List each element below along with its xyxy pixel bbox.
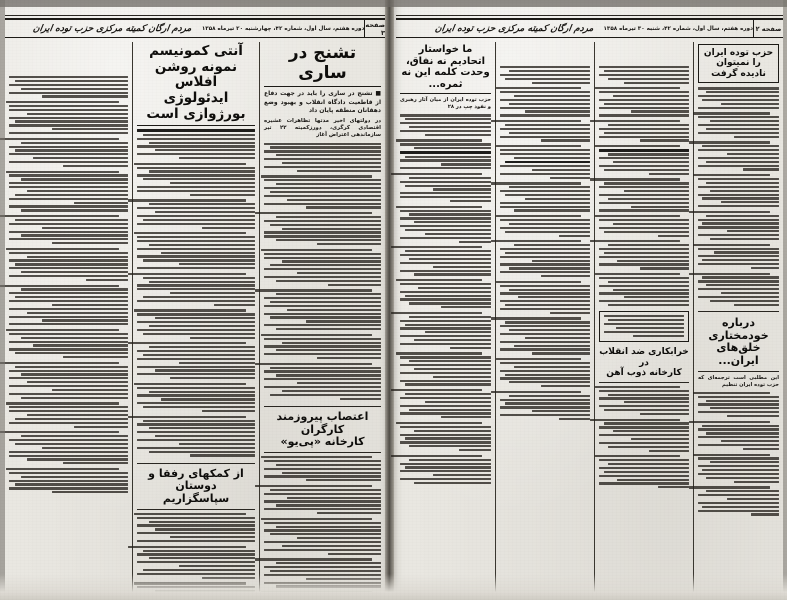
body-paragraph bbox=[264, 249, 381, 286]
scan-left-edge bbox=[0, 0, 5, 600]
body-paragraph bbox=[500, 391, 590, 420]
body-paragraph bbox=[400, 422, 491, 451]
body-paragraph bbox=[9, 431, 128, 464]
lead-autonomy: این مطلبی است ترجمه‌ای که حزب توده ایران تنظیم bbox=[698, 374, 779, 388]
headline-anticommunism-line2: ایدئولوژی بورژوازی است bbox=[146, 89, 246, 122]
body-paragraph bbox=[400, 389, 491, 418]
page-number-left: صفحه ۳ bbox=[365, 20, 385, 37]
divider bbox=[400, 93, 491, 94]
boxed-note-right bbox=[599, 311, 689, 342]
headline-box-tudeh bbox=[698, 44, 779, 83]
divider bbox=[599, 382, 689, 383]
body-paragraph bbox=[500, 66, 590, 84]
body-paragraph bbox=[599, 120, 689, 142]
body-paragraph bbox=[137, 513, 255, 542]
headline-unity: ما خواستار اتحادیم نه نفاق، وحدت کلمه این نه ثمره... bbox=[401, 44, 490, 90]
body-paragraph bbox=[400, 246, 491, 275]
issue-line-left: دوره هفتم، سال اول، شماره ۴۲، چهارشنبه ۲۰ تیرماه ۱۳۵۸ bbox=[201, 25, 365, 32]
body-paragraph bbox=[400, 173, 491, 202]
column-left-B bbox=[132, 42, 259, 598]
body-paragraph bbox=[500, 240, 590, 277]
body-paragraph bbox=[500, 215, 590, 237]
headline-thanks-line2: سپاسگزاریم bbox=[162, 492, 230, 506]
masthead-right bbox=[396, 18, 783, 38]
body-paragraph bbox=[264, 485, 381, 514]
boxed-note-text bbox=[683, 338, 684, 339]
headline-sabotage-line2: کارخانه ذوب آهن bbox=[606, 368, 682, 379]
column-right-B bbox=[594, 42, 693, 598]
issue-line-right: دوره هفتم، سال اول، شماره ۴۲، شنبه ۳۰ تیرماه ۱۳۵۸ bbox=[603, 25, 753, 32]
masthead-left bbox=[5, 18, 385, 38]
body-paragraph bbox=[137, 273, 255, 306]
divider bbox=[698, 371, 779, 372]
lead-unity: حزب توده ایران از میان آثار رهبری و نفوذ چپ در ۲۸ bbox=[400, 97, 491, 111]
body-paragraph bbox=[400, 352, 491, 385]
body-paragraph bbox=[264, 518, 381, 555]
page-number-right: صفحه ۲ bbox=[753, 20, 783, 37]
body-paragraph bbox=[9, 171, 128, 212]
newspaper-page-left bbox=[5, 0, 385, 600]
body-paragraph bbox=[599, 215, 689, 237]
body-paragraph bbox=[400, 139, 491, 169]
lead-tashannoj: ■ تشنج در ساری را باید در جهت دفاع از قاطعیت دادگاه انقلاب و بهبود وضع دهقانان منطقه پایان داد bbox=[264, 90, 381, 114]
body-paragraph bbox=[9, 285, 128, 326]
body-paragraph bbox=[9, 76, 128, 98]
body-paragraph bbox=[599, 87, 689, 116]
lead-tashannoj-2: در دولتهای اخیر مدتها تظاهرات عشیره اقتصادی کرگری، دورزکمیته ۲۲ تیر سازماندهی اعتراض آغاز bbox=[264, 117, 381, 139]
body-paragraph bbox=[599, 240, 689, 269]
body-paragraph bbox=[264, 175, 381, 208]
body-paragraph bbox=[9, 402, 128, 427]
body-paragraph bbox=[264, 143, 381, 172]
body-paragraph bbox=[9, 362, 128, 399]
headline-tudeh-line2: را نمیتوان نادیده گرفت bbox=[711, 58, 766, 79]
body-paragraph bbox=[500, 182, 590, 211]
body-paragraph bbox=[698, 141, 779, 170]
body-paragraph bbox=[9, 468, 128, 493]
body-paragraph bbox=[137, 383, 255, 412]
newspaper-page-right bbox=[396, 0, 783, 600]
body-paragraph bbox=[599, 178, 689, 211]
body-paragraph bbox=[9, 248, 128, 281]
body-paragraph bbox=[599, 419, 689, 452]
divider bbox=[137, 463, 255, 464]
body-paragraph bbox=[137, 129, 255, 159]
body-paragraph bbox=[264, 363, 381, 400]
body-paragraph bbox=[137, 163, 255, 196]
body-paragraph bbox=[137, 416, 255, 457]
body-paragraph bbox=[137, 232, 255, 269]
body-paragraph bbox=[599, 273, 689, 306]
body-paragraph bbox=[400, 279, 491, 308]
headline-sabotage-line1: خرابکاری ضد انقلاب در bbox=[599, 347, 689, 368]
headline-autonomy-line1: درباره خودمختاری bbox=[708, 315, 769, 342]
divider bbox=[137, 125, 255, 126]
body-paragraph bbox=[264, 289, 381, 330]
body-paragraph bbox=[500, 281, 590, 314]
body-paragraph bbox=[400, 312, 491, 349]
column-right-D bbox=[396, 42, 495, 598]
body-paragraph bbox=[698, 87, 779, 109]
headline-tashannoj: تشنج در ساری bbox=[288, 43, 357, 83]
body-paragraph bbox=[137, 199, 255, 228]
column-right-C bbox=[495, 42, 594, 598]
body-paragraph bbox=[599, 145, 689, 175]
body-paragraph bbox=[264, 212, 381, 245]
body-paragraph bbox=[137, 309, 255, 338]
body-paragraph bbox=[698, 421, 779, 450]
headline-anticommunism-line1: آنتی کمونیسم نمونه روشن افلاس bbox=[149, 43, 243, 91]
masthead-logo-right: مردم ارگان کمیته مرکزی حزب توده ایران bbox=[434, 23, 595, 34]
body-paragraph bbox=[264, 334, 381, 359]
headline-tudeh-line1: حزب توده ایران bbox=[703, 48, 774, 58]
body-paragraph bbox=[599, 455, 689, 488]
body-paragraph bbox=[698, 392, 779, 417]
headline-thanks-line1: از کمکهای رفقا و دوستان bbox=[148, 466, 244, 493]
body-paragraph bbox=[9, 215, 128, 244]
body-paragraph bbox=[698, 273, 779, 306]
body-paragraph bbox=[500, 358, 590, 387]
divider bbox=[264, 452, 381, 453]
body-paragraph bbox=[698, 454, 779, 483]
body-paragraph bbox=[9, 329, 128, 358]
scan-bottom-edge bbox=[0, 574, 787, 600]
column-left-C bbox=[5, 42, 132, 598]
body-paragraph bbox=[698, 174, 779, 207]
body-paragraph bbox=[698, 486, 779, 515]
body-paragraph bbox=[500, 317, 590, 354]
body-paragraph bbox=[9, 138, 128, 167]
body-paragraph bbox=[400, 114, 491, 136]
body-paragraph bbox=[698, 211, 779, 240]
body-paragraph bbox=[264, 456, 381, 481]
body-paragraph bbox=[400, 206, 491, 243]
body-paragraph bbox=[500, 145, 590, 179]
headline-autonomy-line2: خلق‌های ایران... bbox=[716, 341, 761, 367]
divider bbox=[698, 311, 779, 312]
masthead-logo-left: مردم ارگان کمیته مرکزی حزب توده ایران bbox=[32, 23, 193, 34]
headline-strike-line2: کارخانه «پی‌یو» bbox=[280, 435, 365, 449]
body-paragraph bbox=[698, 244, 779, 269]
page-gutter bbox=[385, 0, 394, 600]
scan-top-edge bbox=[0, 0, 787, 7]
body-paragraph bbox=[500, 120, 590, 142]
divider bbox=[264, 86, 381, 87]
left-page-columns bbox=[5, 42, 385, 598]
scan-right-edge bbox=[783, 0, 787, 600]
body-paragraph bbox=[698, 112, 779, 137]
right-page-columns bbox=[396, 42, 783, 598]
body-paragraph bbox=[137, 342, 255, 379]
column-right-A bbox=[693, 42, 783, 598]
headline-strike-line1: اعتصاب پیروزمند کارگران bbox=[276, 409, 369, 436]
body-paragraph bbox=[500, 87, 590, 116]
column-left-A bbox=[259, 42, 385, 598]
divider bbox=[137, 509, 255, 510]
body-paragraph bbox=[400, 455, 491, 484]
body-paragraph bbox=[9, 101, 128, 134]
body-paragraph bbox=[599, 66, 689, 84]
body-paragraph bbox=[599, 386, 689, 415]
divider bbox=[264, 406, 381, 407]
